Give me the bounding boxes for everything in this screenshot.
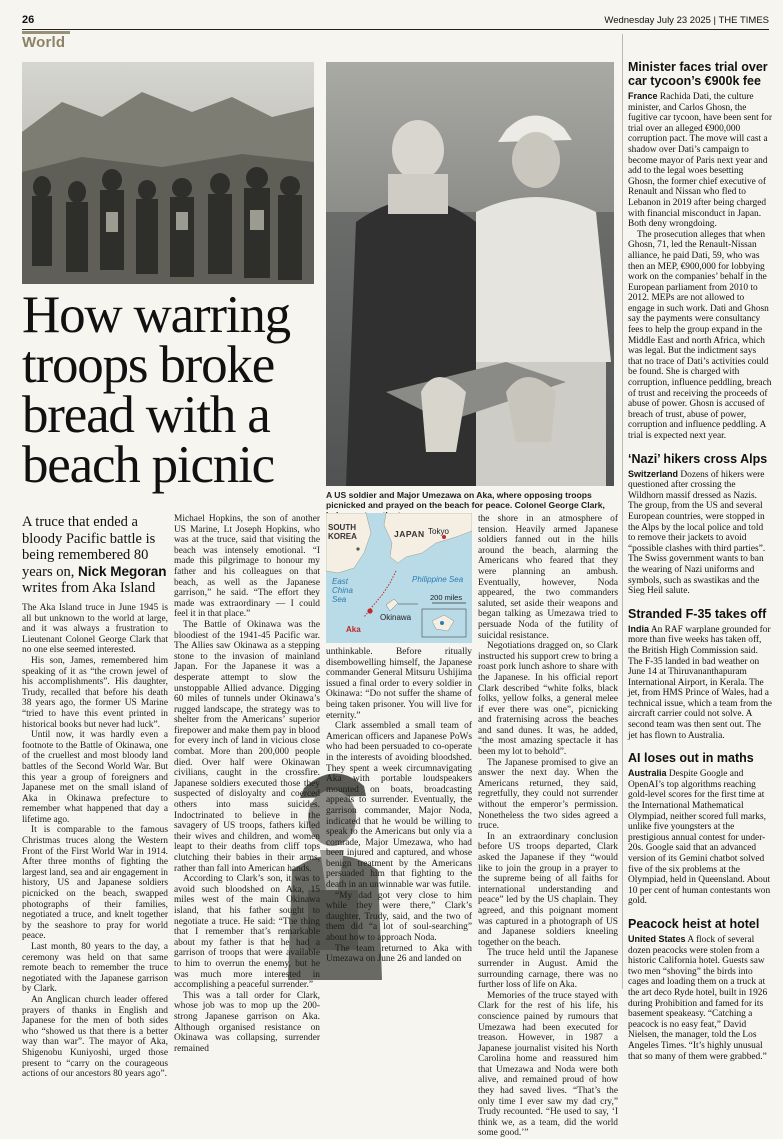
brief-headline: AI loses out in maths bbox=[628, 751, 754, 766]
map-label-south-korea: SOUTH KOREA bbox=[328, 523, 357, 541]
brief-body bbox=[628, 768, 772, 907]
brief-dateline: Switzerland bbox=[628, 468, 679, 479]
standfirst-location: writes from Aka Island bbox=[22, 580, 156, 597]
brief-paragraph: The prosecution alleges that when Ghosn, 71, led the Renault-Nissan alliance, he paid Dati, 59, who was then an MEP, €900,000 for lobbying work on the companies’ behalf in the European parliament from 2010 to 2012. MEPs are not allowed to engage in such work. Dati and Ghosn say the payments were consultancy fees to help the group expand in the Middle East and north Africa, which was legal. But the indictment says that no trace of Dati’s activities could be found. She is charged with corruption, influence peddling, breach of trust and receiving the proceeds of abuse of power. Ghosn is accused of breach of trust, abuse of power, corruption and influence peddling. A trial is expected next year. bbox=[628, 229, 772, 441]
soldiers-photo bbox=[22, 62, 314, 284]
brief-item bbox=[628, 751, 772, 907]
brief-dateline: India bbox=[628, 623, 650, 634]
article-column-4 bbox=[478, 514, 618, 1139]
location-map bbox=[326, 513, 472, 643]
brief-headline: ‘Nazi’ hikers cross Alps bbox=[628, 451, 768, 466]
map-label-okinawa: Okinawa bbox=[380, 613, 412, 622]
header-rule bbox=[22, 29, 769, 30]
brief-body bbox=[628, 624, 772, 742]
brief-paragraph: Rachida Dati, the culture minister, and Carlos Ghosn, the fugitive car tycoon, have been sent for trial over an alleged €900,000 corruption pact. The move will cast a shadow over Dati’s campaign to become mayor of Paris next year and add to the legal woes besetting Ghosn, the former chief executive of Renault and Nissan who fled to Lebanon in 2019 after being charged with financial misconduct in Japan. Both deny wrongdoing. bbox=[628, 92, 772, 230]
brief-item bbox=[628, 452, 772, 597]
article-paragraph: The Aka Island truce in June 1945 is all but unknown to the world at large, and it was always a frustration to Lieutenant Colonel George Clark that no one else seemed interested. bbox=[22, 603, 168, 656]
standfirst bbox=[22, 514, 167, 597]
map-scale: 200 miles bbox=[430, 593, 463, 602]
map-label-philippine-sea: Philippine Sea bbox=[412, 575, 464, 584]
map-label-east-china-sea: East China Sea bbox=[332, 577, 353, 604]
brief-headline: Peacock heist at hotel bbox=[628, 916, 760, 931]
byline: Nick Megoran bbox=[77, 563, 167, 579]
brief-body bbox=[628, 469, 772, 597]
article-paragraph: Clark assembled a small team of American officers and Japanese PoWs who had been persuaded to co-operate in the interests of avoiding bloodshed. They spent a week circumnavigating Aka with portable loudspeakers mounted on boats, broadcasting appeals to surrender. Eventually, the garrison commander, Major Noda, indicated that he would be willing to speak to the Americans but only via a comrade, Major Umezawa, who had been injured and captured, and whose benign treatment by the Americans persuaded him that fighting to the death in an unwinnable war was futile. bbox=[326, 721, 472, 891]
brief-body bbox=[628, 934, 772, 1062]
photo-caption: A US soldier and Major Umezawa on Aka, where opposing troops picnicked and prayed on the beach for peace. Colonel George Clark, bbox=[326, 490, 605, 511]
brief-paragraph: Dozens of hikers were questioned after crossing the Wildhorn massif dressed as Nazis. The group, from the US and several European countries, were stopped in the Alps by the local police and told to remove their jackets to avoid “possible clashes with third parties”. The Swiss government wants to ban the wearing of Nazi uniforms and symbols, such as swastikas and the Sieg Heil salute. bbox=[628, 469, 766, 597]
section-label: World bbox=[22, 34, 66, 51]
article-column-3 bbox=[326, 647, 472, 965]
brief-dateline: Australia bbox=[628, 768, 667, 779]
brief-item bbox=[628, 917, 772, 1062]
brief-dateline: United States bbox=[628, 933, 686, 944]
article-paragraph: An Anglican church leader offered prayers of thanks in English and Japanese for the men of both sides who “showed us that there is a better way than war”. The mayor of Aka, Shigenobu Kuniyoshi, urged those present to “carry on the courageous actions of our ancestors 80 years ago”. bbox=[22, 994, 168, 1080]
article-paragraph: “My dad got very close to him while they were there,” Clark’s daughter, Trudy, said, and the two of them did “a lot of soul-searching” about how to approach Noda. bbox=[326, 890, 472, 944]
soldiers-photo-image bbox=[22, 62, 314, 284]
headline: How warring troops broke bread with a beach picnic bbox=[22, 286, 290, 494]
article-paragraph: The Battle of Okinawa was the bloodiest of the 1941-45 Pacific war. The Allies saw Okinawa as a stepping stone to the invasion of mainland Japan. For the Japanese it was a desperate attempt to slow the unstoppable Allied advance. Digging 60 miles of tunnels under Okinawa’s rugged landscape, the strategy was to shelter from the Americans’ superior firepower and make them pay in blood for every inch of land in vicious close combat. More than 200,000 people died. Over half were Okinawan civilians, caught in the crossfire. Japanese soldiers executed those they suspected of disloyalty and coerced others into mass suicides. Indoctrinated to believe in the savagery of US troops, fathers killed their wives and children, and women leapt to their deaths from cliff tops clutching their babies in their arms, rather than fall into American hands. bbox=[174, 619, 320, 874]
article-paragraph: It is comparable to the famous Christmas truces along the Western Front of the First World War in 1914. After three months of fighting the largest land, sea and air engagement in history, US and Japanese soldiers picnicked on the beach, swapped photographs of their families, negotiated a truce, and knelt together by the seashore to pray for world peace. bbox=[22, 825, 168, 942]
news-briefs bbox=[628, 60, 772, 1072]
article-paragraph: According to Clark’s son, it was to avoid such bloodshed on Aka, 15 miles west of the main Okinawa island, that his father sought to negotiate a truce. He said: “The thing that I remember that’s remarkable about my father is that he had a garrison of troops that were available to him to overrun the enemy, but he was much more interested in accomplishing a peaceful surrender.” bbox=[174, 874, 320, 991]
article-paragraph: the shore in an atmosphere of tension. Heavily armed Japanese soldiers fanned out in the hills around the beach, alarming the Americans who feared that they were planning an ambush. Eventually, however, Noda appeared, the two commanders saluted, set aside their weapons and began talking as Umezawa tried to persuade Noda of the futility of suicidal resistance. bbox=[478, 514, 618, 641]
truce-photo bbox=[326, 62, 614, 486]
brief-body bbox=[628, 91, 772, 442]
truce-photo-image bbox=[326, 62, 614, 486]
page-number: 26 bbox=[22, 14, 35, 26]
sidebar-divider bbox=[622, 34, 623, 989]
brief-item bbox=[628, 60, 772, 442]
standfirst-text: A truce that ended a bloody Pacific battle is being remembered 80 years on, bbox=[22, 514, 156, 580]
date-line: Wednesday July 23 2025 | THE TIMES bbox=[604, 15, 769, 26]
article-paragraph: Michael Hopkins, the son of another US Marine, Lt Joseph Hopkins, who was at the truce, said that visiting the beach was intensely emotional. “I made this pilgrimage to honour my father and his colleagues on that beach, as well as the Japanese garrison,” he said. “The effort they made was extraordinary — I could feel it in that place.” bbox=[174, 514, 320, 620]
article-paragraph: The team returned to Aka with Umezawa on June 26 and landed on bbox=[326, 943, 472, 965]
brief-item bbox=[628, 607, 772, 742]
article-paragraph: This was a tall order for Clark, whose job was to mop up the 200-strong Japanese garrison on Aka. Although organised resistance on Okinawa was collapsing, surrender remained bbox=[174, 990, 320, 1054]
article-paragraph: The truce held until the Japanese surrender in August. Amid the surrounding carnage, there was no further loss of life on Aka. bbox=[478, 948, 618, 991]
brief-headline: Stranded F-35 takes off bbox=[628, 606, 767, 621]
article-paragraph: Last month, 80 years to the day, a ceremony was held on that same remote beach to remember the truce negotiated with the Japanese garrison by Clark. bbox=[22, 942, 168, 995]
article-paragraph: In an extraordinary conclusion before US troops departed, Clark asked the Japanese if they “would like to join the group in a prayer to the supreme being of all faiths for international understanding and peace” led by the US chaplain. They agreed, and this poignant moment was captured in a photograph of US and Japanese soldiers kneeling together on the beach. bbox=[478, 831, 618, 948]
article-paragraph: Negotiations dragged on, so Clark instructed his support crew to bring a roast pork lunch ashore to share with the Japanese. In his official report Clark described “white folks, black folks, yellow folks, a general melee if ever there was one”, picnicking and fraternising across the beaches and sand dunes. It was, he added, “the most amazing spectacle it has been my lot to behold”. bbox=[478, 641, 618, 758]
article-paragraph: The Japanese promised to give an answer the next day. When the Americans returned, they said, regretfully, they could not surrender without the emperor’s permission. Nonetheless the two sides agreed a truce. bbox=[478, 757, 618, 832]
map-label-aka: Aka bbox=[346, 625, 361, 634]
brief-paragraph: An RAF warplane grounded for more than five weeks has taken off, the British High Commission said. The F-35 landed in bad weather on June 14 at Thiruvananthapuram International Airport, in Kerala. The jet, from HMS Prince of Wales, had a technical issue, which a team from the aircraft carrier could not solve. A second team was then sent out. The jet has flown to Australia. bbox=[628, 624, 772, 741]
map-label-japan: JAPAN bbox=[394, 529, 425, 539]
article-column-2 bbox=[174, 514, 320, 1054]
article-paragraph: unthinkable. Before ritually disembowelling himself, the Japanese commander General Mitsuru Ushijima issued a final order to every soldier in Okinawa: “Do not suffer the shame of being taken prisoner. You will live for eternity.” bbox=[326, 647, 472, 721]
brief-dateline: France bbox=[628, 91, 658, 101]
article-column-1 bbox=[22, 603, 168, 1080]
brief-headline: Minister faces trial over car tycoon’s €900k fee bbox=[628, 60, 768, 88]
brief-paragraph: A flock of several dozen peacocks were stolen from a historic California hotel. Guests saw two men “shoving” the birds into cages and loading them on a truck at the art deco Ryde hotel, built in 1926 during Prohibition and famed for its basement speakeasy. “Catching a peacock is no easy feat,” David Nielsen, the manager, told the Los Angeles Times. “It’s highly unusual that so many of them were grabbed.” bbox=[628, 934, 768, 1062]
article-paragraph: His son, James, remembered him speaking of it as “the crown jewel of his accomplishments”. His daughter, Trudy, recalled that before his death 38 years ago, the former US Marine “tried to have this event printed in historical books but never had luck”. bbox=[22, 655, 168, 730]
article-paragraph: Until now, it was hardly even a footnote to the Battle of Okinawa, one of the cruellest and most bloody land battles of the Second World War. But this year a group of foreigners and Japanese met on the small island of Aka in Okinawa prefecture to remember what happened that day a lifetime ago. bbox=[22, 730, 168, 825]
map-label-tokyo: Tokyo bbox=[428, 527, 449, 536]
article-paragraph: Memories of the truce stayed with Clark for the rest of his life, his conscience pained by rumours that Umezawa had been executed for treason. However, in 1987 a Japanese journalist visited his North Carolina home and reassured him that Umezawa and Noda were both alive, and remained proud of how they had saved lives. “That’s the only time I ever saw my dad cry,” Trudy recounted. “He used to say, ‘I think we, as a team, did the world some good.’” bbox=[478, 990, 618, 1139]
brief-paragraph: Despite Google and OpenAI’s top algorithms reaching gold-level scores for the first time at the International Mathematical Olympiad, neither scored full marks, unlike five youngsters at the prestigious annual contest for under-20s. Google said that an advanced version of its Gemini chatbot solved five of the six problems at the Olympiad, held in Queensland. About 10 per cent of human contestants won gold. bbox=[628, 769, 771, 907]
